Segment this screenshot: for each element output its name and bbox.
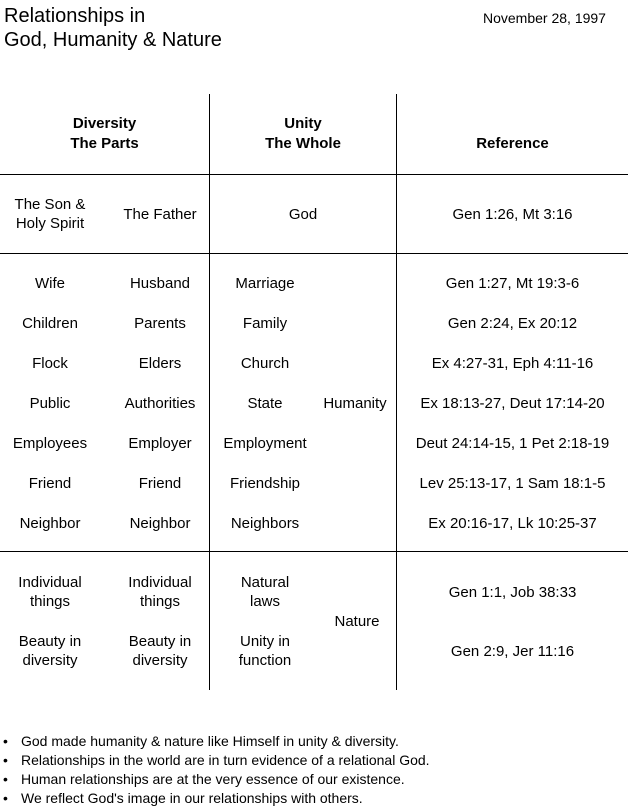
header-diversity-line-1: Diversity xyxy=(72,115,137,132)
bullet-marker: • xyxy=(3,752,8,768)
nature-row-2-b xyxy=(110,631,210,671)
document-title xyxy=(4,4,324,52)
bullet-marker: • xyxy=(3,771,8,787)
humanity-group-label: Humanity xyxy=(323,394,387,412)
god-parts-2: The Father xyxy=(123,205,197,223)
header-unity-line-2: The Whole xyxy=(265,135,341,152)
humanity-row-3-b: Elders xyxy=(138,354,182,372)
header-reference-label: Reference xyxy=(476,135,549,152)
nature-row-1-a-line-1: Individual xyxy=(18,574,82,591)
nature-row-2-c xyxy=(215,631,315,671)
nature-row-2-b-line-1: Beauty in xyxy=(128,633,192,650)
humanity-divider xyxy=(0,551,628,552)
humanity-row-6-b: Friend xyxy=(138,474,182,492)
humanity-row-3-a: Flock xyxy=(32,354,68,372)
bullet-item xyxy=(0,751,430,770)
humanity-row-7-b: Neighbor xyxy=(129,514,191,532)
nature-row-2-b-line-2: diversity xyxy=(132,652,188,669)
bullet-text: We reflect God's image in our relationships with others. xyxy=(21,790,363,806)
title-line-1: Relationships in xyxy=(4,5,146,27)
bullet-text: Human relationships are at the very essence of our existence. xyxy=(21,771,405,787)
nature-row-2-a xyxy=(0,631,100,671)
nature-row-2-c-line-1: Unity in xyxy=(239,633,291,650)
bullet-text: Relationships in the world are in turn evidence of a relational God. xyxy=(21,752,430,768)
bullet-item xyxy=(0,770,430,789)
nature-row-1-b-line-2: things xyxy=(139,593,181,610)
humanity-row-3-c: Church xyxy=(240,354,290,372)
humanity-row-1-a: Wife xyxy=(35,274,65,292)
nature-row-2-a-line-2: diversity xyxy=(22,652,78,669)
bullet-item xyxy=(0,789,430,808)
nature-row-1-c-line-1: Natural xyxy=(240,574,290,591)
humanity-row-5-reference: Deut 24:14-15, 1 Pet 2:18-19 xyxy=(415,434,610,452)
header-diversity xyxy=(0,94,209,174)
humanity-row-4-a: Public xyxy=(29,394,71,412)
header-unity xyxy=(210,94,396,174)
document-date: November 28, 1997 xyxy=(483,10,606,26)
humanity-row-5-b: Employer xyxy=(128,434,192,452)
humanity-row-2-a: Children xyxy=(22,314,78,332)
humanity-row-7-c: Neighbors xyxy=(230,514,300,532)
nature-row-2-a-line-1: Beauty in xyxy=(18,633,82,650)
nature-row-2-c-line-2: function xyxy=(238,652,292,669)
header-unity-line-1: Unity xyxy=(284,115,322,132)
nature-row-1-reference: Gen 1:1, Job 38:33 xyxy=(448,583,577,601)
nature-row-2-reference: Gen 2:9, Jer 11:16 xyxy=(450,642,575,660)
nature-row-1-b xyxy=(110,572,210,612)
humanity-row-7-a: Neighbor xyxy=(19,514,81,532)
nature-row-1-c xyxy=(215,572,315,612)
god-whole: God xyxy=(288,205,318,223)
bullet-list xyxy=(0,732,430,808)
humanity-row-6-a: Friend xyxy=(28,474,72,492)
god-parts-1-line-1: The Son & xyxy=(14,196,86,213)
humanity-row-7-reference: Ex 20:16-17, Lk 10:25-37 xyxy=(428,514,597,532)
nature-row-1-b-line-1: Individual xyxy=(128,574,192,591)
humanity-row-1-b: Husband xyxy=(129,274,191,292)
humanity-row-6-reference: Lev 25:13-17, 1 Sam 18:1-5 xyxy=(419,474,606,492)
header-divider xyxy=(0,174,628,175)
header-reference xyxy=(397,124,628,164)
bullet-text: God made humanity & nature like Himself in unity & diversity. xyxy=(21,733,399,749)
nature-row-1-c-line-2: laws xyxy=(249,593,280,610)
humanity-row-1-reference: Gen 1:27, Mt 19:3-6 xyxy=(445,274,580,292)
god-parts-1 xyxy=(0,194,100,234)
humanity-row-5-a: Employees xyxy=(12,434,88,452)
humanity-row-2-reference: Gen 2:24, Ex 20:12 xyxy=(447,314,578,332)
humanity-row-1-c: Marriage xyxy=(235,274,295,292)
humanity-row-5-c: Employment xyxy=(223,434,307,452)
title-line-2: God, Humanity & Nature xyxy=(4,29,222,51)
god-divider xyxy=(0,253,628,254)
nature-row-1-a xyxy=(0,572,100,612)
god-parts-1-line-2: Holy Spirit xyxy=(15,215,85,232)
humanity-row-2-b: Parents xyxy=(134,314,186,332)
bullet-marker: • xyxy=(3,790,8,806)
header-diversity-line-2: The Parts xyxy=(70,135,139,152)
god-reference: Gen 1:26, Mt 3:16 xyxy=(452,205,573,223)
bullet-item xyxy=(0,732,430,751)
humanity-row-2-c: Family xyxy=(242,314,288,332)
humanity-row-4-reference: Ex 18:13-27, Deut 17:14-20 xyxy=(420,394,605,412)
humanity-row-6-c: Friendship xyxy=(229,474,301,492)
humanity-row-3-reference: Ex 4:27-31, Eph 4:11-16 xyxy=(431,354,594,372)
bullet-marker: • xyxy=(3,733,8,749)
nature-group-label: Nature xyxy=(334,612,380,630)
nature-row-1-a-line-2: things xyxy=(29,593,71,610)
humanity-row-4-b: Authorities xyxy=(124,394,196,412)
humanity-row-4-c: State xyxy=(247,394,283,412)
